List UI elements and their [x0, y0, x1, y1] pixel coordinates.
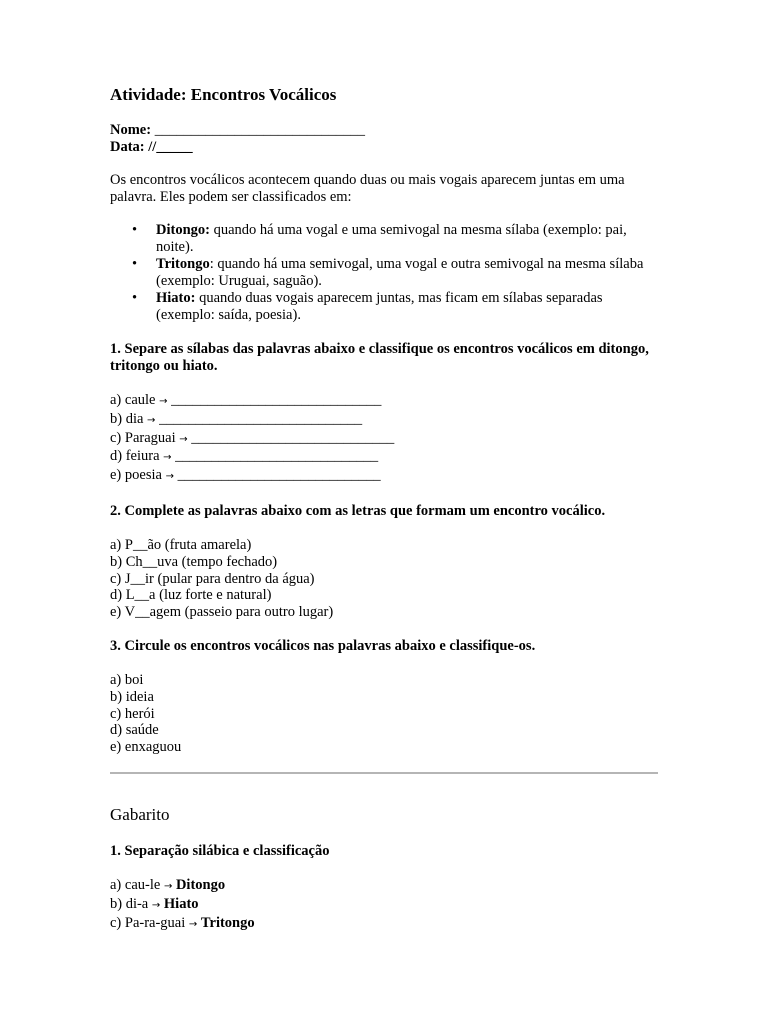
list-item: b) ideia	[110, 688, 154, 705]
answer-key-items	[110, 877, 658, 933]
section-divider	[110, 772, 658, 774]
term-tritongo: Tritongo	[156, 256, 210, 272]
list-item	[110, 915, 658, 934]
list-item	[110, 896, 658, 915]
answer-key-title: Gabarito	[110, 804, 170, 824]
list-item: c) herói	[110, 705, 155, 722]
name-label: Nome:	[110, 122, 152, 138]
question-1: 1. Separe as sílabas das palavras abaixo e classifique os encontros vocálicos em ditongo, tritongo ou hiato.	[110, 341, 649, 374]
date-label: Data:	[110, 139, 145, 155]
question-2-items	[110, 537, 658, 621]
arrow-icon: →	[163, 880, 173, 892]
item-label: b) dia	[110, 410, 144, 427]
name-blank: _____________________________	[154, 122, 365, 138]
answer-text: Tritongo	[200, 914, 255, 931]
item-label: c) Paraguai	[110, 429, 176, 446]
list-item	[110, 411, 658, 430]
list-item: d) saúde	[110, 722, 159, 739]
list-item: d) L__a (luz forte e natural)	[110, 587, 272, 604]
item-label: c) Pa-ra-guai	[110, 914, 186, 931]
answer-blank: ____________________________	[175, 448, 379, 465]
list-item: b) Ch__uva (tempo fechado)	[110, 553, 278, 570]
student-fields	[110, 122, 658, 156]
answer-blank: ____________________________	[159, 410, 363, 427]
question-1-items	[110, 392, 658, 486]
answer-blank: ____________________________	[177, 467, 381, 484]
list-item	[110, 392, 658, 411]
intro-paragraph: Os encontros vocálicos acontecem quando duas ou mais vogais aparecem juntas em uma palavra. Eles podem ser classificados em:	[110, 172, 625, 205]
list-item	[110, 448, 658, 467]
list-item: e) enxaguou	[110, 739, 182, 756]
question-2: 2. Complete as palavras abaixo com as letras que formam um encontro vocálico.	[110, 502, 606, 519]
list-item	[110, 877, 658, 896]
arrow-icon: →	[179, 433, 188, 445]
item-label: a) cau-le	[110, 876, 161, 893]
definition-ditongo: quando há uma vogal e uma semivogal na mesma sílaba (exemplo: pai, noite).	[156, 222, 627, 255]
item-label: a) caule	[110, 392, 156, 408]
term-hiato: Hiato:	[156, 290, 196, 306]
list-item: a) boi	[110, 671, 144, 688]
document-title: Atividade: Encontros Vocálicos	[110, 85, 337, 104]
name-field	[110, 122, 658, 139]
answer-key-section-1: 1. Separação silábica e classificação	[110, 842, 330, 859]
list-item	[110, 430, 658, 449]
arrow-icon: →	[165, 471, 174, 483]
date-blank: //_____	[148, 139, 193, 155]
question-3: 3. Circule os encontros vocálicos nas palavras abaixo e classifique-os.	[110, 637, 536, 654]
list-item	[156, 222, 658, 256]
list-item: e) V__agem (passeio para outro lugar)	[110, 604, 334, 621]
answer-blank: ____________________________	[191, 429, 395, 446]
arrow-icon: →	[147, 414, 156, 426]
arrow-icon: →	[159, 396, 168, 407]
list-item: a) P__ão (fruta amarela)	[110, 536, 252, 553]
item-label: e) poesia	[110, 467, 162, 484]
classification-list	[110, 222, 658, 324]
date-field	[110, 139, 658, 156]
answer-key	[110, 804, 658, 933]
answer-blank: _____________________________	[171, 392, 382, 408]
list-item	[110, 467, 658, 486]
list-item	[156, 256, 658, 290]
answer-text: Hiato	[163, 895, 199, 912]
list-item	[156, 290, 658, 324]
item-label: d) feiura	[110, 448, 160, 465]
question-3-items	[110, 672, 658, 756]
term-ditongo: Ditongo:	[156, 222, 210, 238]
arrow-icon: →	[188, 918, 198, 930]
item-label: b) di-a	[110, 895, 149, 912]
arrow-icon: →	[163, 452, 172, 464]
definition-hiato: quando duas vogais aparecem juntas, mas ficam em sílabas separadas (exemplo: saída, poesia).	[156, 290, 603, 323]
arrow-icon: →	[151, 899, 161, 911]
list-item: c) J__ir (pular para dentro da água)	[110, 570, 315, 587]
answer-text: Ditongo	[175, 876, 226, 893]
definition-tritongo: : quando há uma semivogal, uma vogal e outra semivogal na mesma sílaba (exemplo: Uruguai, saguão).	[156, 256, 644, 289]
document-page	[110, 84, 658, 933]
